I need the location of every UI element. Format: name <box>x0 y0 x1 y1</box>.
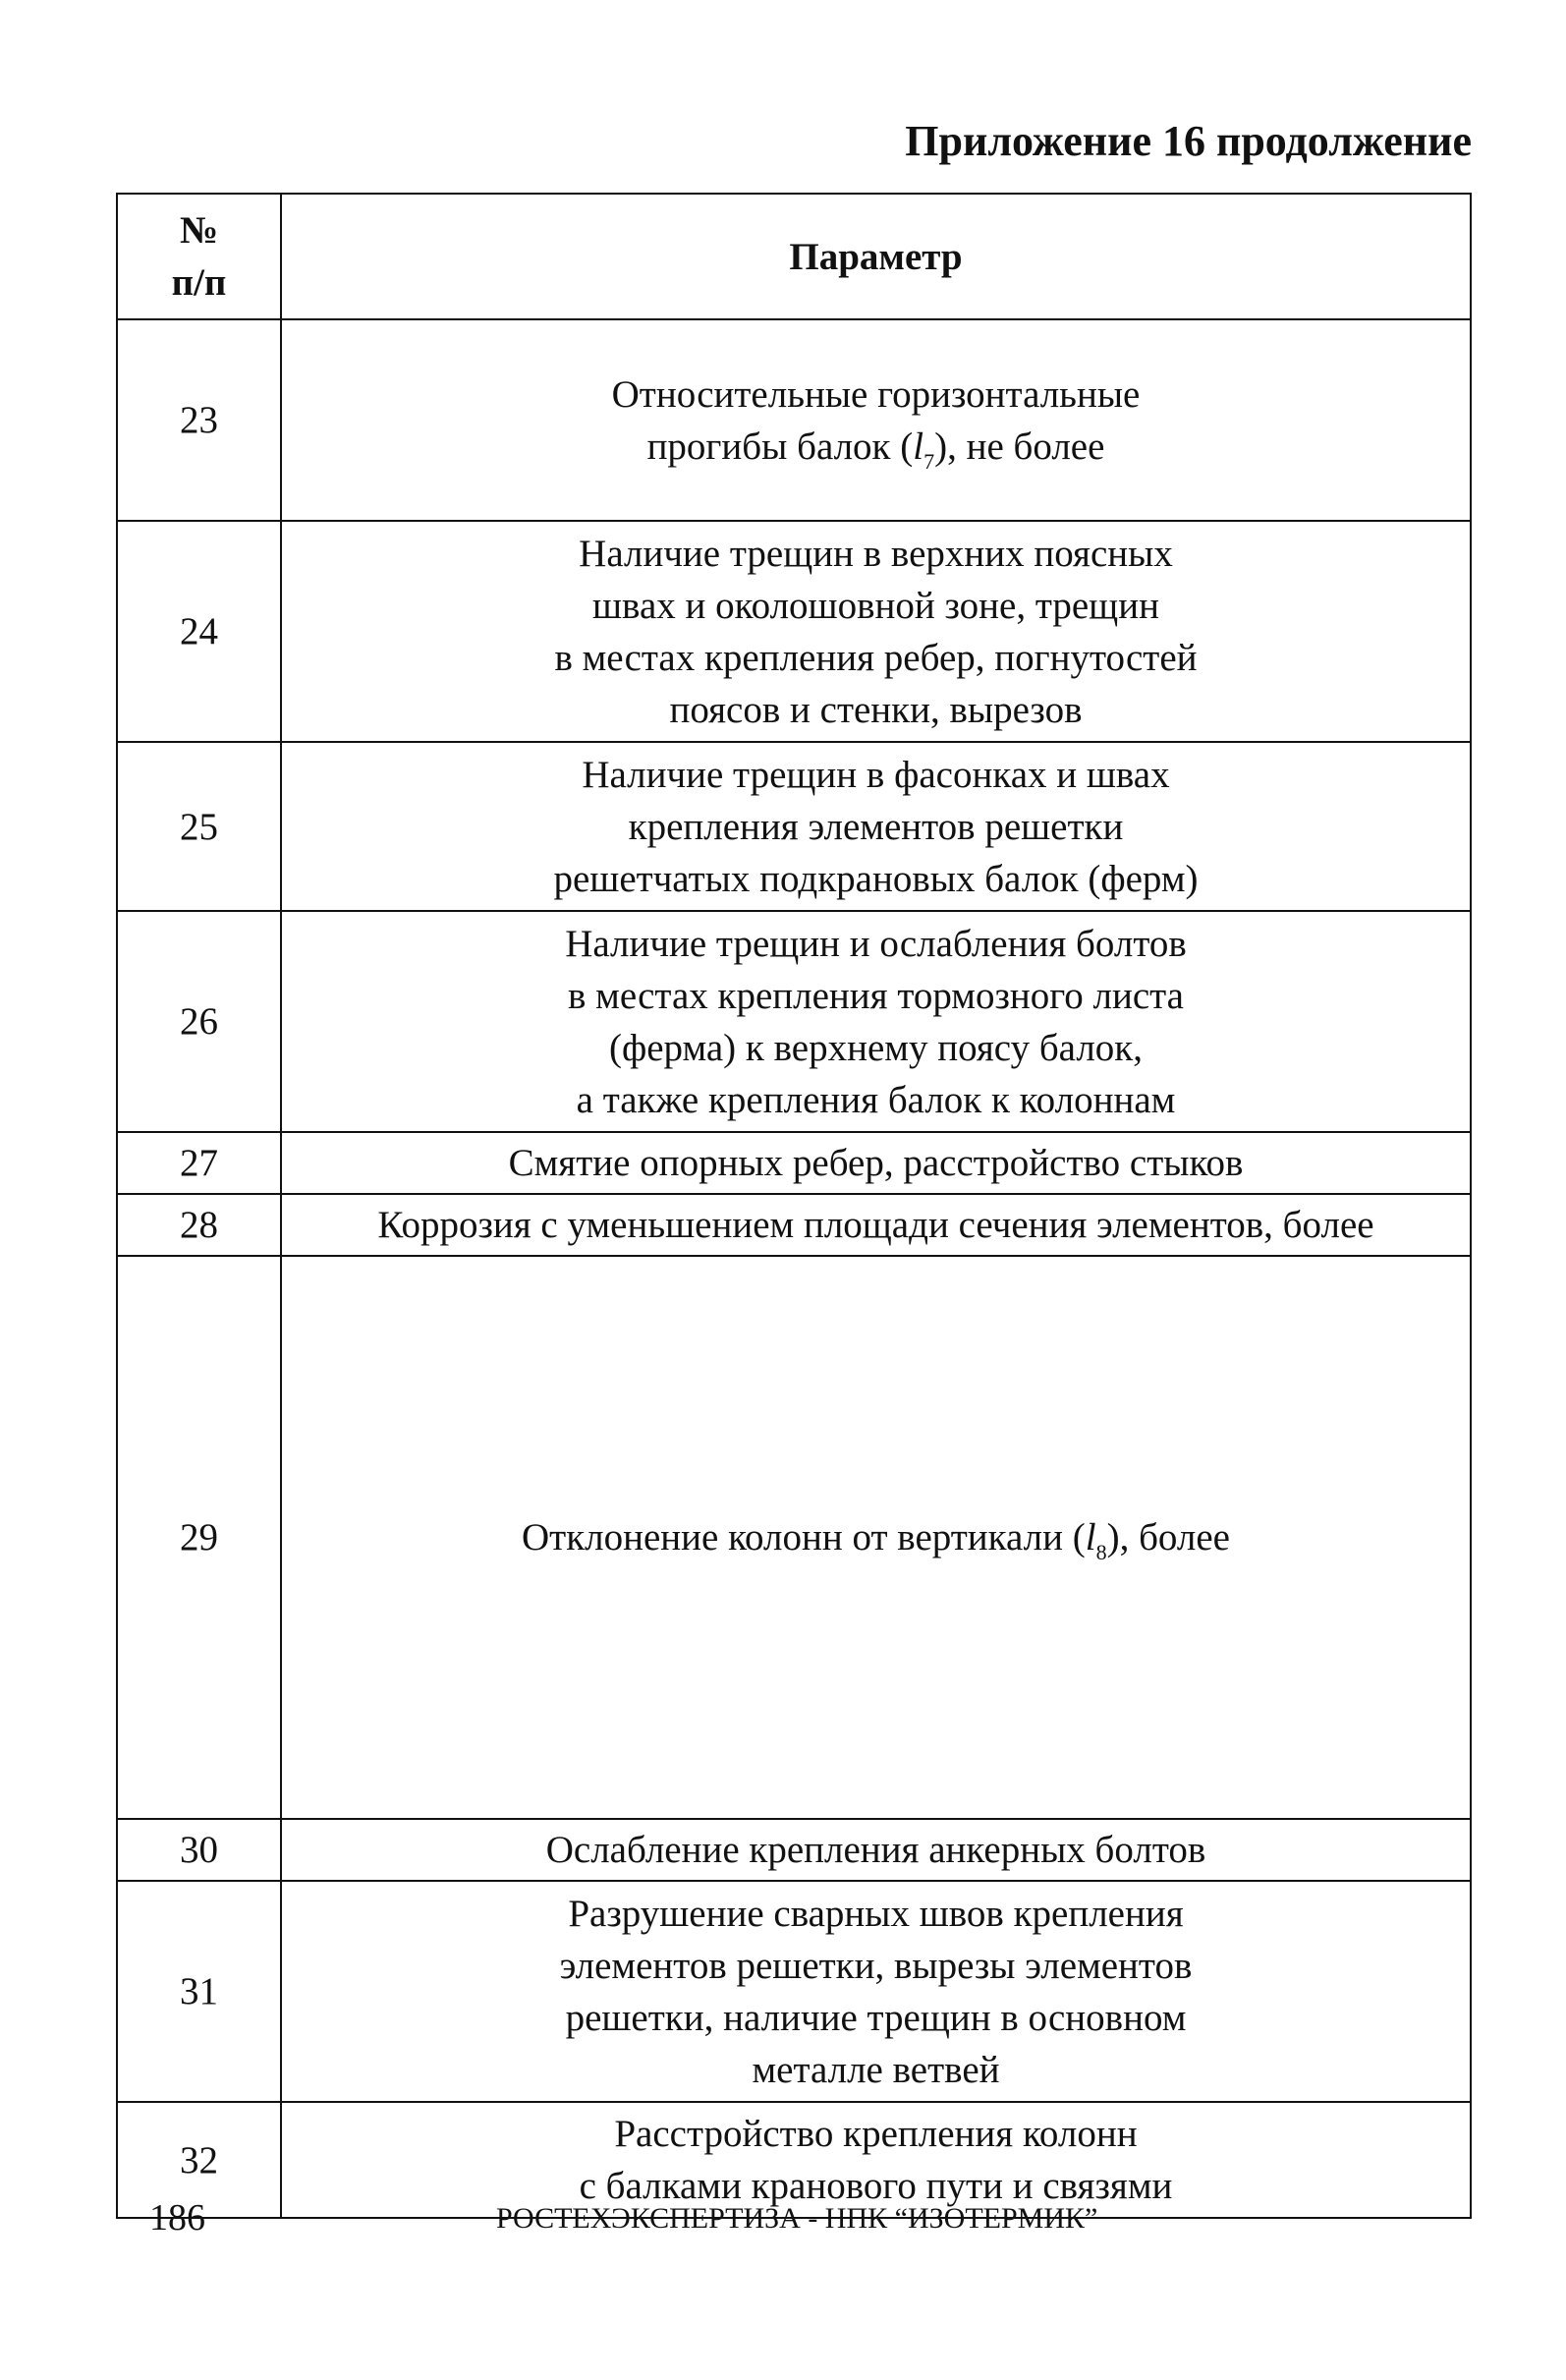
row-number: 30 <box>117 1819 281 1881</box>
param-line: крепления элементов решетки <box>628 805 1124 848</box>
param-line: Наличие трещин и ослабления болтов <box>565 922 1187 965</box>
param-line: металле ветвей <box>752 2048 1000 2091</box>
param-line: с балками кранового пути и связями <box>579 2165 1173 2207</box>
row-parameter <box>281 742 1471 911</box>
param-line: в местах крепления тормозного листа <box>568 974 1184 1017</box>
table-row <box>117 1256 1471 1819</box>
param-line: решетки, наличие трещин в основном <box>565 1996 1187 2039</box>
param-subscript: 8 <box>1095 1540 1107 1564</box>
table-row <box>117 319 1471 521</box>
param-line: Ослабление крепления анкерных болтов <box>545 1829 1206 1871</box>
table-row <box>117 742 1471 911</box>
page-footer <box>0 2196 1566 2255</box>
header-parameter: Параметр <box>281 194 1471 319</box>
header-number-abbr: п/п <box>171 261 227 304</box>
row-number: 29 <box>117 1256 281 1819</box>
param-line: элементов решетки, вырезы элементов <box>559 1944 1193 1987</box>
row-number: 23 <box>117 319 281 521</box>
row-parameter <box>281 1132 1471 1194</box>
row-number: 31 <box>117 1881 281 2102</box>
row-number: 24 <box>117 521 281 742</box>
table-row <box>117 521 1471 742</box>
param-text: прогибы балок ( <box>646 425 914 468</box>
param-line: решетчатых подкрановых балок (ферм) <box>553 857 1199 900</box>
param-subscript: 7 <box>923 448 935 474</box>
param-line: Наличие трещин в верхних поясных <box>579 532 1173 575</box>
table-row <box>117 1819 1471 1881</box>
param-line: поясов и стенки, вырезов <box>669 688 1083 731</box>
param-line: Расстройство крепления колонн <box>614 2113 1138 2155</box>
table-row <box>117 1132 1471 1194</box>
param-variable: l <box>913 425 924 468</box>
row-parameter <box>281 521 1471 742</box>
table-row <box>117 1881 1471 2102</box>
param-line <box>288 421 1464 473</box>
row-parameter <box>281 1881 1471 2102</box>
row-parameter <box>281 1256 1471 1819</box>
param-variable: l <box>1085 1516 1096 1558</box>
param-line: Смятие опорных ребер, расстройство стыков <box>508 1142 1244 1184</box>
param-line <box>288 1511 1464 1563</box>
row-parameter <box>281 911 1471 1132</box>
parameters-table <box>116 193 1472 2219</box>
page-heading: Приложение 16 продолжение <box>905 117 1472 165</box>
param-text: Отклонение колонн от вертикали ( <box>521 1516 1086 1558</box>
param-line: Коррозия с уменьшением площади сечения элементов, более <box>377 1204 1374 1246</box>
param-line: а также крепления балок к колоннам <box>576 1078 1176 1121</box>
table-row <box>117 1194 1471 1256</box>
header-number <box>117 194 281 319</box>
param-tail: ), не более <box>934 425 1105 468</box>
param-line: Разрушение сварных швов крепления <box>568 1892 1184 1935</box>
param-tail: ), более <box>1106 1516 1230 1558</box>
publisher-name: РОСТЕХЭКСПЕРТИЗА - НПК “ИЗОТЕРМИК” <box>496 2202 1098 2235</box>
param-line: (ферма) к верхнему поясу балок, <box>608 1026 1143 1069</box>
param-line: Относительные горизонтальные <box>611 372 1141 416</box>
row-parameter <box>281 319 1471 521</box>
row-number: 27 <box>117 1132 281 1194</box>
page-number: 186 <box>149 2197 205 2238</box>
row-number: 26 <box>117 911 281 1132</box>
table-row <box>117 911 1471 1132</box>
param-line: в местах крепления ребер, погнутостей <box>554 636 1198 679</box>
row-number: 32 <box>117 2102 281 2218</box>
param-line: Наличие трещин в фасонках и швах <box>582 753 1170 796</box>
header-number-sign: № <box>179 209 219 252</box>
param-line: швах и околошовной зоне, трещин <box>592 584 1159 627</box>
row-parameter <box>281 1819 1471 1881</box>
row-number: 25 <box>117 742 281 911</box>
row-number: 28 <box>117 1194 281 1256</box>
table-header-row <box>117 194 1471 319</box>
row-parameter <box>281 1194 1471 1256</box>
